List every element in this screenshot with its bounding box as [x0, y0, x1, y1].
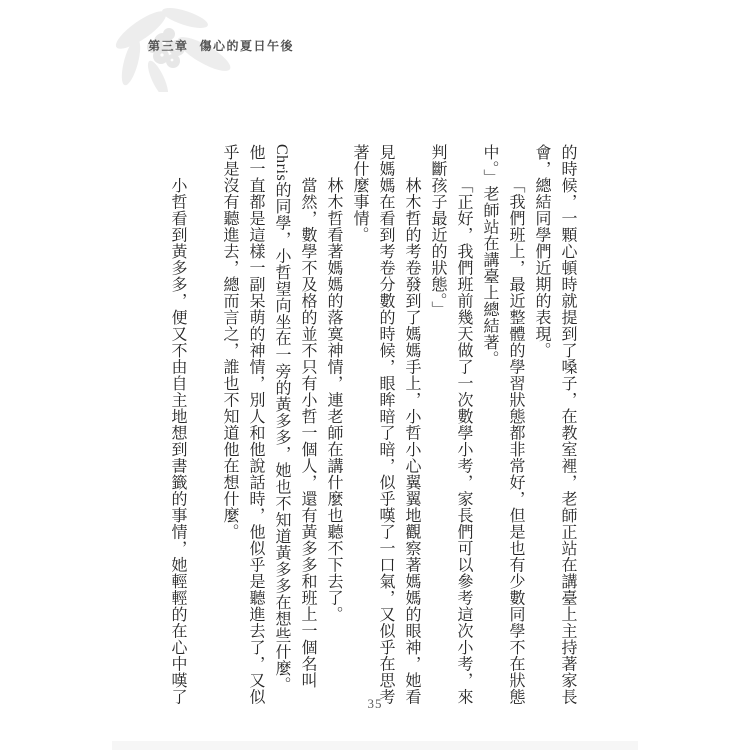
text-column: 小哲看到黃多多，便又不由自主地想到書籤的事情，她輕輕的在心中嘆了 [169, 177, 186, 705]
chapter-title: 傷心的夏日午後 [199, 39, 295, 53]
text-column: 林木哲的考卷發到了媽媽手上，小哲小心翼翼地觀察著媽媽的眼神，她看 [403, 177, 420, 705]
text-column: 「我們班上，最近整體的學習狀態都非常好，但是也有少數同學不在狀態 [507, 177, 524, 705]
text-column: 著什麼事情。 [351, 144, 368, 243]
text-column: 判斷孩子最近的狀態。」 [429, 144, 446, 318]
text-column: 林木哲看著媽媽的落寞神情，連老師在講什麼也聽不下去了。 [325, 177, 342, 623]
text-column: 會，總結同學們近期的表現。 [533, 144, 550, 359]
column-spacer [190, 144, 216, 700]
text-column: 的時候，一顆心頓時就提到了嗓子，在教室裡，老師正站在講臺上主持著家長 [559, 144, 576, 705]
text-column: 他一直都是這樣一副呆萌的神情，別人和他說話時，他似乎是聽進去了，又似 [247, 144, 264, 705]
page-number: 35 [367, 696, 383, 711]
text-column: 當然，數學不及格的並不只有小哲一個人，還有黃多多和班上一個名叫 [299, 177, 316, 689]
chapter-header [148, 37, 294, 54]
text-column: 乎是沒有聽進去，總而言之，誰也不知道他在想什麼。 [221, 144, 238, 540]
text-column: Chris的同學，小哲望向坐在一旁的黃多多，她也不知道黃多多在想些什麼。 [273, 144, 290, 693]
next-page-edge [112, 741, 638, 750]
text-column: 見媽媽在看到考卷分數的時候，眼眸暗了暗，似乎嘆了一口氣，又似乎在思考 [377, 144, 394, 705]
text-column: 中。」老師站在講臺上總結著。 [481, 144, 498, 367]
chapter-number: 第三章 [148, 39, 189, 53]
text-column: 「正好，我們班前幾天做了一次數學小考，家長們可以參考這次小考，來 [455, 177, 472, 705]
